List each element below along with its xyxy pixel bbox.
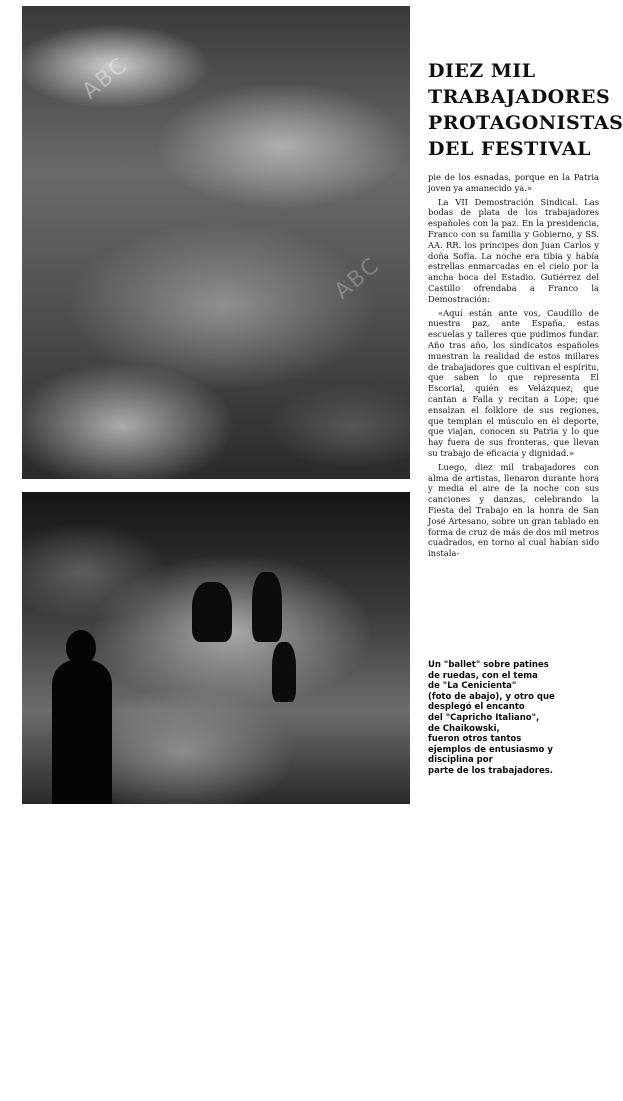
headline-line: DIEZ MIL <box>428 60 536 82</box>
headline-line: PROTAGONISTAS <box>428 112 623 134</box>
article-body <box>428 172 599 559</box>
article-paragraph: La VII Demostración Sindical. Las bodas de plata de los trabajadores españoles con la paz. En la presidencia, Franco con su familia y Gobierno, y SS. AA. RR. los príncipes don Juan Carlos y doña Sofía. La noche era tibia y había estrellas enmarcadas en el cielo por la ancha boca del Estadio. Gutiérrez del Castillo ofrendaba a Franco la Demostración: <box>428 196 599 304</box>
abc-watermark: ABC <box>319 1048 376 1101</box>
abc-watermark: ABC <box>77 52 134 105</box>
article-paragraph: «Aquí están ante vos, Caudillo de nuestra paz, ante España, estas escuelas y talleres que pudimos fundar. Año tras año, los sindicatos españoles muestran la realidad de estos millares de trabajadores que cultivan el espíritu, que saben lo que representa El Escorial, quién es Velázquez; que cantan a Falla y recitan a Lope; que ensalzan el folklore de sus regiones, que templan el músculo en el deporte, que viajan, conocen su Patria y lo que hay fuera de sus fronteras, que llevan su trabajo de eficacia y dignidad.» <box>428 307 599 458</box>
stadium-demonstration-photo <box>22 6 410 479</box>
skater-figure <box>192 582 232 642</box>
skater-figure <box>252 572 282 642</box>
article-paragraph: Luego, diez mil trabajadores con alma de artistas, llenaron durante hora y media el aire de la noche con sus canciones y danzas, celebrando la Fiesta del Trabajo en la honra de San José Artesano, sobre un gran tablado en forma de cruz de más de dos mil metros cuadrados, en torno al cual habían sido instala- <box>428 461 599 559</box>
article-paragraph: pie de los esnadas, porque en la Patria joven ya amanecido ya.» <box>428 172 599 193</box>
skater-figure <box>272 642 296 702</box>
headline-line: DEL FESTIVAL <box>428 138 592 160</box>
article-headline <box>428 58 623 162</box>
roller-skate-ballet-photo <box>22 492 410 1101</box>
abc-watermark: ABC <box>329 252 386 305</box>
photo-caption: Un "ballet" sobre patines de ruedas, con el tema de "La Cenicienta" (foto de abajo), y otro que desplegó el encanto del "Capricho Italiano", de Chaikowski, fueron otros tantos ejemplos de entusiasmo y disciplina por parte de los trabajadores. <box>428 660 555 776</box>
headline-line: TRABAJADORES <box>428 86 611 108</box>
spectator-silhouette <box>52 660 112 804</box>
